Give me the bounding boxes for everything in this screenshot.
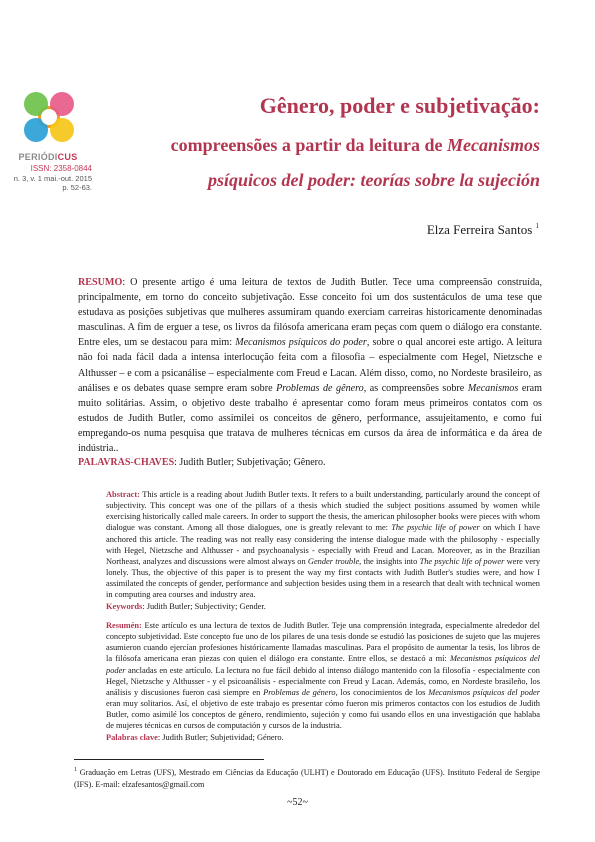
pages-info: p. 52-63.	[62, 183, 92, 192]
resumen-italic-2: Problemas de género	[263, 687, 336, 697]
author-text: Elza Ferreira Santos	[426, 222, 536, 237]
article-title: Gênero, poder e subjetivação:	[259, 93, 540, 118]
resumen-italic-3: Mecanismos psíquicos del poder	[428, 687, 541, 697]
footnote-mark: 1	[74, 767, 77, 773]
abstract-text-4: were very lonely. Thus, the objective of this paper is to present the way my first contacts with Judith Butler's studies were, and how I assimilated the concepts of gender, performance and subjection besides using them in a research that dealt with technical women in computing area courses and industry area.	[106, 556, 541, 600]
journal-issn-block	[4, 164, 92, 193]
author-name	[427, 222, 539, 238]
resumo-text-3: , as compreensões sobre	[363, 382, 468, 394]
palabras-clave-text: : Judith Butler; Subjetividad; Género.	[157, 732, 284, 742]
abstract-text-2: on which I have anchored this article. The reading was not really easy considering the intense dialogue made with the philosophy - especially with Hegel, Nietzsche and Althusser - and psychoanalysis - especially with Freud and Lacan. Moreover, as in the Brazilian Northeast, analyzes and discussions were almost always on	[106, 523, 540, 566]
resumo-text-4: eram muito solitárias. Assim, o objetivo deste trabalho é apresentar como foram meus primeiros contatos com os estudos de Judith Butler, como assimilei os conceitos de gênero, performance, assujeitamento, e como fui empregando-os numa pesquisa que tratava de mulheres técnicas em cursos da área de informática e da área de indústria..	[78, 382, 542, 455]
resumen-italic-1: Mecanismos psíquicos del poder	[106, 654, 540, 675]
keywords-label: Keywords	[106, 601, 143, 611]
journal-name	[4, 152, 92, 162]
palavras-text: : Judith Butler; Subjetivação; Gênero.	[174, 457, 326, 468]
abstract-italic-3: The psychic life of power	[419, 556, 505, 566]
resumo-italic-1: Mecanismos psíquicos do poder	[235, 337, 367, 349]
resumen-paragraph	[106, 620, 540, 743]
resumen-text-3: , los conocimientos de los	[335, 687, 429, 697]
volume-info: n. 3, v. 1 mai.-out. 2015	[13, 173, 92, 183]
subtitle-italic-1: Mecanismos	[446, 135, 540, 155]
abstract-paragraph	[106, 489, 540, 612]
footnote-divider	[74, 759, 264, 760]
keywords-text: : Judith Butler; Subjectivity; Gender.	[142, 601, 266, 611]
abstract-italic-1: The psychic life of power	[391, 523, 480, 533]
resumo-italic-3: Mecanismos	[467, 382, 519, 394]
abstract-label: Abstract:	[106, 490, 140, 499]
resumo-label: RESUMO	[78, 277, 123, 288]
article-subtitle-line1	[171, 135, 540, 156]
resumo-text-1: : O presente artigo é uma leitura de textos de Judith Butler. Tece uma compreensão construída, principalmente, em torno do conceito subjetivação. Esse conceito foi um dos sustentáculos de uma tese que estudava as posições subjetivas que mulheres assumiram quando exerciam carreiras historicamente denominadas masculinas. A fim de erguer a tese, os livros da filósofa americana eram peças com quem o diálogo era constante. Entre eles, um se destacou para mim:	[78, 277, 542, 349]
resumo-paragraph	[78, 275, 542, 456]
abstract-italic-2: Gender trouble	[307, 556, 360, 566]
resumen-text-4: eran muy solitarios. Así, el objetivo de este trabajo es presentar cómo fueron mis primeros contactos con los estudios de Judith Butler, como asimilé los conceptos de género, rendimiento, sujeción y como fui usando ellos en una investigación que hablaba de mujeres técnicas en cursos de computación y cursos de la industria.	[106, 699, 540, 731]
subtitle-plain: compreensões a partir da leitura de	[170, 135, 447, 155]
resumen-label: Resumén:	[106, 621, 142, 630]
page-number: ~52~	[287, 797, 308, 808]
palavras-label: PALAVRAS-CHAVES	[78, 457, 175, 468]
resumo-italic-2: Problemas de gênero	[276, 382, 364, 394]
abstract-text-1: This article is a reading about Judith Butler texts. It refers to a built understanding, particularly around the concept of subjectivity. This concept was one of the pillars of a thesis which studied the subject positions assumed by women while exercising historically called male careers. In order to support the thesis, the american philosopher books were pieces with whom dialogue was constant. Among all those dialogues, one is greatly relevant to me:	[106, 490, 540, 533]
journal-name-part2: CUS	[57, 152, 78, 162]
abstract-text-3: , the insights into	[359, 556, 420, 566]
footnote	[74, 765, 540, 790]
article-subtitle-line2: psíquicos del poder: teorías sobre la sujeción	[208, 170, 540, 190]
author-footnote-mark: 1	[535, 222, 539, 230]
resumo-text-2: , sobre o qual ancorei este artigo. A leitura não foi nada fácil dada a intensa interlocução feita com a filosofia – especialmente com Hegel, Nietzsche e Althusser – e com a psicanálise – especialmente com Freud e Lacan. Além disso, como, no Nordeste brasileiro, as análises e os debates quase sempre eram sobre	[78, 337, 542, 394]
journal-name-part1: PERIÓDI	[18, 152, 58, 162]
issn: ISSN: 2358-0844	[30, 164, 92, 173]
resumen-text-1: Este artículo es una lectura de textos de Judith Butler. Teje una comprensión integrada, especialmente alrededor del concepto subjetividad. Este concepto fue uno de los pilares de una tesis donde se estudió las posiciones de sujeto que las mujeres asumieron cuando ejercían profesiones históricamente llamadas masculinas. Para el propósito de aumentar la tesis, los libros de la filósofa americana eran piezas con quien el diálogo era constante. Entre ellos, se destacó a mí:	[106, 621, 540, 664]
journal-logo	[18, 86, 80, 148]
palabras-clave-label: Palabras clave	[106, 732, 158, 742]
footnote-text: Graduação em Letras (UFS), Mestrado em Ciências da Educação (ULHT) e Doutorado em Educação (UFS). Instituto Federal de Sergipe (IFS). E-mail: elzafesantos@gmail.com	[74, 768, 540, 789]
palavras-chaves	[78, 457, 542, 468]
resumen-text-2: ancladas en este artículo. La lectura no fue fácil debido al intenso diálogo mantenido con la filosofía - especialmente con Hegel, Nietzsche y Althusser - y el psicoanálisis - especialmente con Freud y Lacan. Además, como, en Nordeste brasileño, los análisis y discusiones fueron casi siempre en	[106, 665, 540, 697]
